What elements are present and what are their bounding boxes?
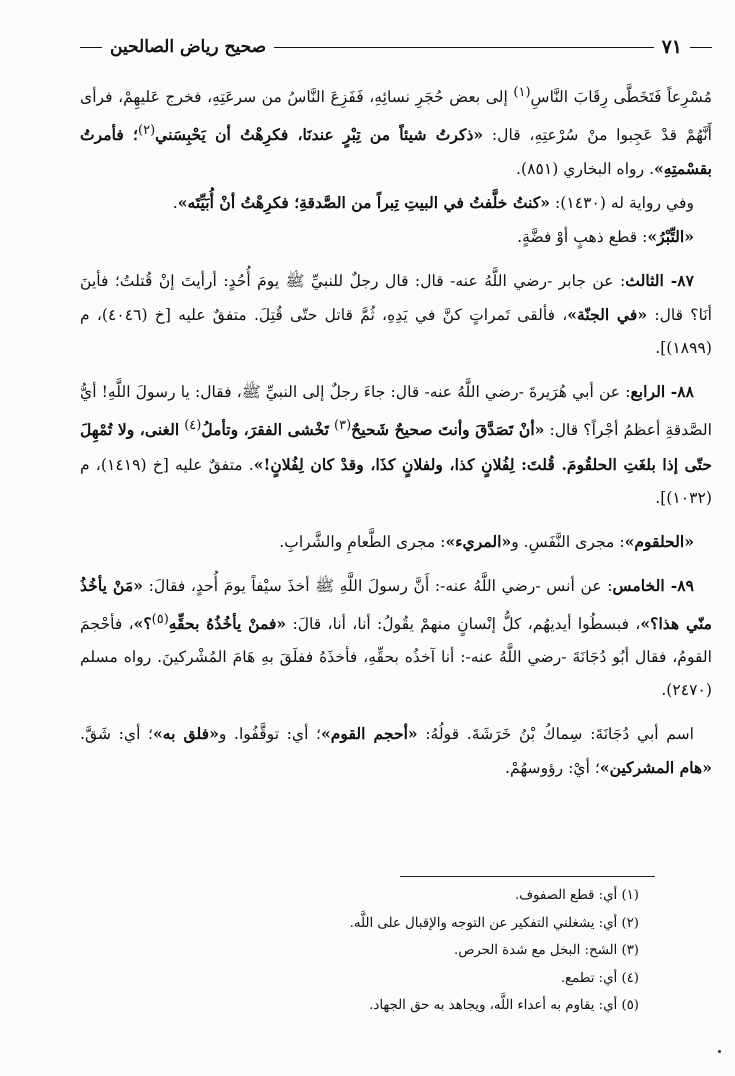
- paragraph-definition: [80, 220, 712, 254]
- hadith-88: [80, 375, 712, 514]
- hadith-quote: «أنْ تَصَدَّقَ وأنتَ صحيحٌ شَحيحٌ: [351, 420, 545, 440]
- hadith-quote: «مَنْ يأخُذُ منّي هذا؟»: [80, 575, 713, 633]
- text: : مجرى النَّفَسِ. و: [511, 532, 625, 551]
- defined-term: «التِّبْرُ»: [647, 227, 694, 247]
- footnote-5: (٥) أي: يقاوم به أعداء اللَّه، ويجاهد به حق الجهاد.: [369, 998, 639, 1013]
- text: ، فبسطُوا أيديهُم، كلُّ إنْسانٍ منهمْ يقُولُ: أنا، أنا، قالَ:: [292, 614, 641, 633]
- footnote-ref-2: (٢): [138, 123, 156, 139]
- hadith-number: ٨٨- الرابع: [630, 382, 694, 402]
- running-title: صحيح رياض الصالحين: [110, 37, 267, 57]
- defined-term: «فلق به»: [152, 723, 219, 743]
- header-rule-right: [80, 47, 102, 48]
- footnote-1: (١) أي: قطع الصفوف.: [514, 888, 639, 903]
- page-number: ٧١: [661, 36, 682, 58]
- footnote-ref-1: (١): [513, 85, 531, 100]
- text: ، فأحْجمَ القومُ، فقال أبُو دُجَانَةَ -رضي اللَّهُ عنه-: أنا آخذُه بحقِّهِ، فأخذَهُ ففلَقَ بهِ هَامَ المُشْركينَ. رواه مسلم (٢٤٧٠).: [80, 614, 712, 699]
- paragraph-riwaya: [80, 186, 712, 220]
- footnote-3: (٣) الشح: البخل مع شدة الحرص.: [453, 943, 639, 958]
- hadith-quote: «فمنْ يأخُذُهُ بحقِّهِ: [168, 613, 287, 633]
- text: ؛ أيْ: رؤوسهُمْ.: [504, 758, 600, 777]
- text: . متفقٌ عليه [خ (١٤١٩)، م (١٠٣٢)].: [80, 455, 712, 507]
- text: .: [172, 194, 178, 213]
- text: : عن أبي هُرَيرةَ -رضي اللَّهُ عنه- قال: جاءَ رجلٌ إلى النبيِّ ﷺ،: [236, 383, 631, 402]
- text: : عن أنس -رضي اللَّهُ عنه-: أَنَّ رسولَ اللَّهِ ﷺ أخذَ سيْفاً يومَ: [223, 576, 613, 595]
- paragraph-definition: [80, 525, 712, 559]
- footnote-ref-4: (٤): [184, 418, 202, 434]
- hadith-87: [80, 264, 712, 365]
- hadith-quote: «ذكرتُ شيئاً من تِبْرٍ عندنَا، فكرِهْتُ أن يَحْبِسَني: [155, 125, 484, 145]
- text: فقال: يا رسولَ اللَّهِ! أيُّ الصَّدقةِ أعظمُ أجْراً؟ قال:: [80, 383, 712, 440]
- text: ؛ أي: شَقَّ.: [80, 724, 153, 743]
- text: : قطع ذهبٍ أوْ فضَّةٍ.: [517, 228, 648, 247]
- text: إلى بعض حُجَرِ نسائِهِ، فَفَزِعَ النَّاسُ من سرعَتِهِ، فخرج عَليهِمْ، فرأى أَنَّهُمْ قدْ عَجِبوا منْ سُرْعتِهِ، قال:: [80, 88, 712, 145]
- footnote-4: (٤) أي: تطمع.: [560, 970, 639, 986]
- hadith-number: ٨٩- الخامس: [612, 575, 694, 595]
- page-header: [80, 32, 712, 62]
- defined-term: «هام المشركين»: [599, 757, 712, 777]
- header-rule-middle: [274, 47, 654, 48]
- text: أُحدٍ، فقالَ:: [148, 576, 219, 595]
- text: . رواه البخاري (٨٥١).: [516, 160, 655, 179]
- defined-term: «الحلقوم»: [624, 531, 694, 551]
- text: اسم أبي دُجَانَةَ: سِماكُ بْنُ خَرَشَةَ. قولُهُ:: [425, 724, 695, 743]
- footnote-ref-5: (٥): [151, 611, 169, 627]
- defined-term: «المريء»: [445, 531, 512, 551]
- hadith-quote: «في الجنّة»: [567, 305, 648, 325]
- text: مُسْرِعاً فَتَخَطَّى رِقَابَ النَّاسِ: [530, 88, 712, 107]
- text: : عن جابر -رضي اللَّهُ عنه- قال: قال رجلٌ للنبيِّ ﷺ يومَ أُحُدٍ:: [223, 272, 626, 291]
- text: أرأيتَ إنْ قُتلتُ؛ فأينَ أنَا؟ قال:: [80, 272, 712, 325]
- footnote-2: (٢) أي: يشغلني التفكير عن التوجه والإقبال على اللَّه.: [349, 915, 639, 931]
- text: ؛ أي: توقَّفُوا. و: [218, 724, 322, 743]
- paragraph-continuation: [80, 76, 712, 186]
- hadith-89: [80, 569, 712, 707]
- header-rule-left: [690, 47, 712, 48]
- text: : مجرى الطَّعامِ والشَّرابِ.: [279, 532, 446, 551]
- paragraph-definition: [80, 717, 712, 785]
- hadith-quote: ؟»: [133, 613, 152, 633]
- print-speck: [718, 1050, 721, 1053]
- hadith-number: ٨٧- الثالث: [625, 271, 694, 291]
- hadith-quote: «كنتُ خلَّفتُ في البيتِ تِبراً من الصَّدقةِ؛ فكرِهْتُ أنْ أُبَيِّتَه»: [177, 193, 551, 213]
- text: وفي رواية له (١٤٣٠):: [554, 194, 694, 213]
- hadith-quote: ؛ فأمرتُ بقسْمتِهِ»: [80, 125, 712, 179]
- hadith-quote: الغنى، ولا تُمْهِلَ حتّى إذا بلغَتِ الحلقُومَ. قُلتَ: لِفُلانٍ كذا، ولفلانٍ كذَا، وقدْ كان لِفُلانٍ!»: [80, 420, 712, 474]
- hadith-quote: تَخْشى الفقرَ، وتأملُ: [201, 420, 329, 440]
- footnotes: [39, 882, 639, 1020]
- footnote-separator: [400, 876, 655, 877]
- footnote-ref-3: (٣): [334, 418, 352, 434]
- defined-term: «أحجم القوم»: [321, 723, 418, 743]
- text: ، فألقى تَمراتٍ كنَّ في يَدِهِ، ثُمَّ قاتل حتّى قُتِلَ. متفقٌ عليه [خ (٤٠٤٦)، م (١٨٩٩)].: [80, 306, 712, 358]
- page-body: [80, 76, 712, 785]
